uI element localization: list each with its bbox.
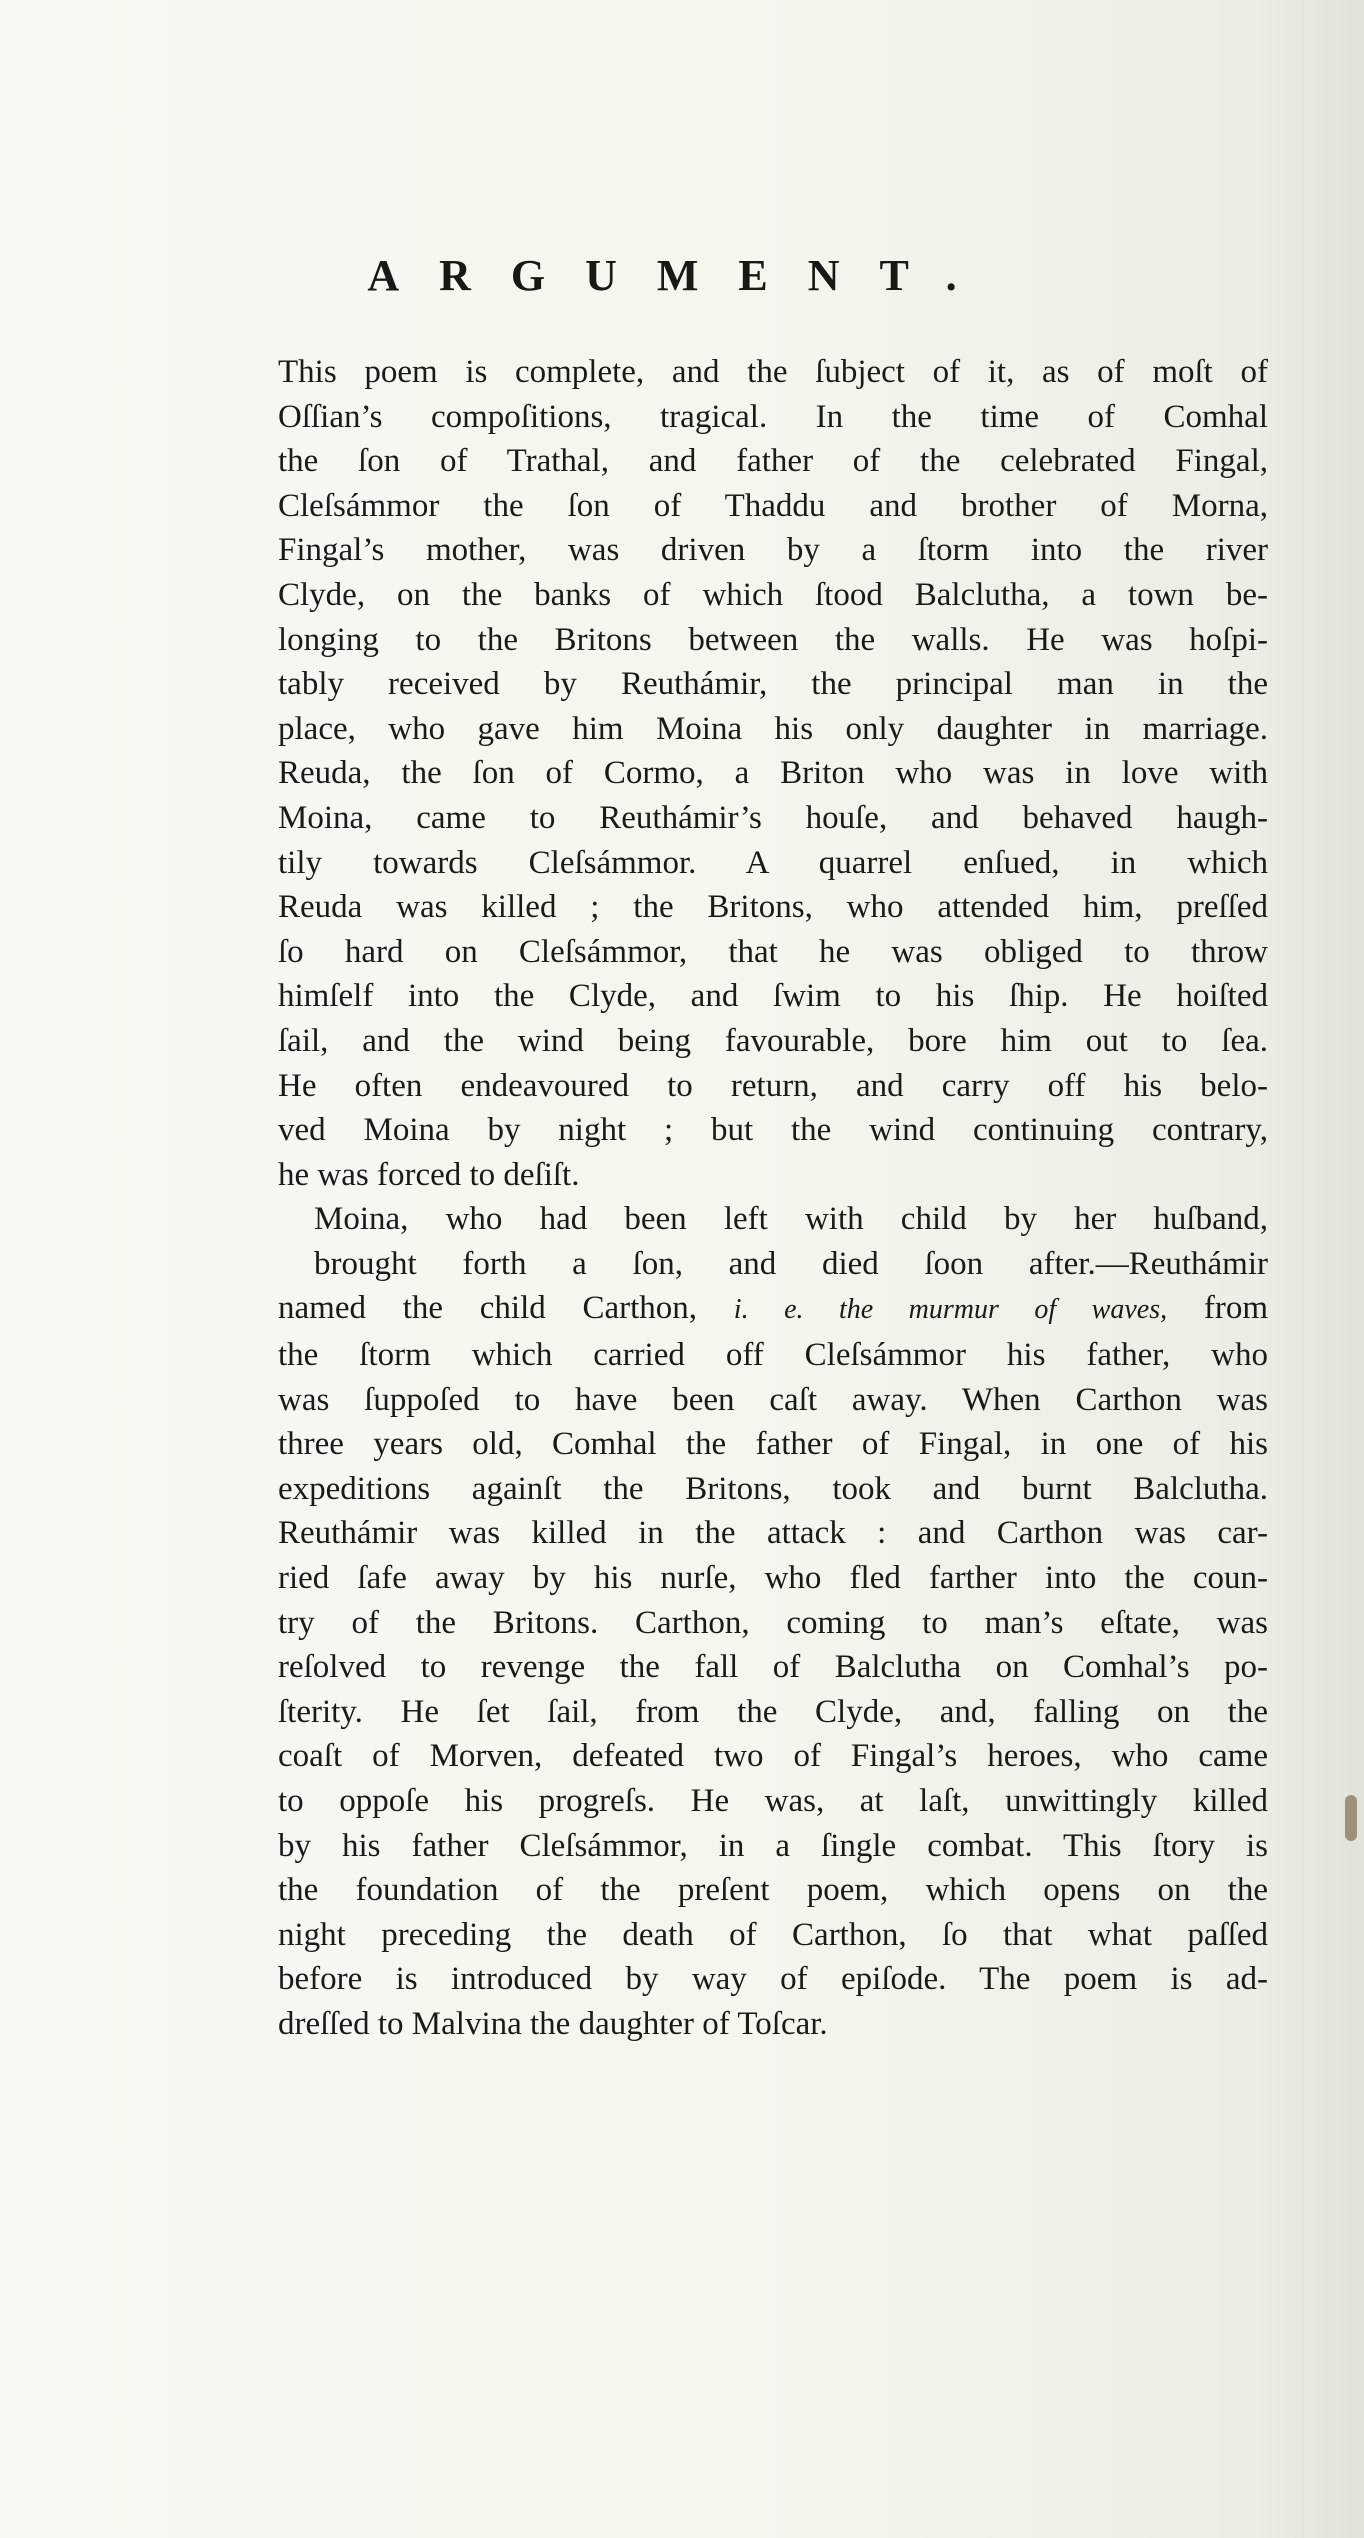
text-line: Moina, who had been left with child by her huſband, <box>314 1201 1268 1238</box>
text-line: try of the Britons. Carthon, coming to man’s eſtate, was <box>278 1604 1268 1641</box>
text-line: expeditions againſt the Britons, took and burnt Balclutha. <box>278 1470 1268 1507</box>
argument-text <box>278 350 1268 2047</box>
text-line: This poem is complete, and the ſubject of it, as of moſt of <box>278 354 1268 390</box>
text-line: Moina, came to Reuthámir’s houſe, and behaved haugh- <box>278 799 1268 836</box>
text-line: was ſuppoſed to have been caſt away. When Carthon was <box>278 1381 1268 1418</box>
text-line: Clyde, on the banks of which ſtood Balclutha, a town be- <box>278 576 1268 613</box>
text-line: to oppoſe his progreſs. He was, at laſt, unwittingly killed <box>278 1783 1268 1819</box>
text-line: the ſon of Trathal, and father of the celebrated Fingal, <box>278 443 1268 480</box>
text-line: Fingal’s mother, was driven by a ſtorm into the river <box>278 532 1268 569</box>
text-line: himſelf into the Clyde, and ſwim to his ſhip. He hoiſted <box>278 978 1268 1015</box>
text-line-with-italic <box>278 1286 1268 1333</box>
text-line: three years old, Comhal the father of Fingal, in one of his <box>278 1426 1268 1463</box>
text-line: place, who gave him Moina his only daughter in marriage. <box>278 710 1268 747</box>
text-line: Reuda, the ſon of Cormo, a Briton who was in love with <box>278 755 1268 792</box>
text-line: ſterity. He ſet ſail, from the Clyde, and, falling on the <box>278 1693 1268 1730</box>
text-line: he was forced to deſiſt. <box>278 1156 580 1193</box>
text-line: ſo hard on Cleſsámmor, that he was obliged to throw <box>278 933 1268 970</box>
text-line: Reuda was killed ; the Britons, who attended him, preſſed <box>278 889 1268 926</box>
text-line: He often endeavoured to return, and carry off his belo- <box>278 1067 1268 1104</box>
text-line: the ſtorm which carried off Cleſsámmor his father, who <box>278 1337 1268 1374</box>
text-line-end: from <box>1167 1290 1268 1327</box>
text-line: brought forth a ſon, and died ſoon after.—Reuthámir <box>314 1245 1268 1282</box>
text-line: longing to the Britons between the walls. He was hoſpi- <box>278 621 1268 658</box>
text-line: by his father Cleſsámmor, in a ſingle combat. This ſtory is <box>278 1827 1268 1864</box>
text-line: ſail, and the wind being favourable, bore him out to ſea. <box>278 1022 1268 1059</box>
text-line: dreſſed to Malvina the daughter of Toſcar. <box>278 2005 828 2042</box>
paper-stain <box>1345 1795 1357 1841</box>
text-line: ved Moina by night ; but the wind continuing contrary, <box>278 1112 1268 1149</box>
paragraph-1 <box>278 350 1268 1197</box>
text-line: tily towards Cleſsámmor. A quarrel enſued, in which <box>278 844 1268 881</box>
text-line-start: named the child Carthon, <box>278 1290 734 1327</box>
text-line: night preceding the death of Carthon, ſo that what paſſed <box>278 1916 1268 1953</box>
text-line: Cleſsámmor the ſon of Thaddu and brother of Morna, <box>278 487 1268 524</box>
text-line: before is introduced by way of epiſode. The poem is ad- <box>278 1961 1268 1998</box>
italic-phrase: i. e. the murmur of waves, <box>733 1294 1168 1326</box>
text-line: Oſſian’s compoſitions, tragical. In the time of Comhal <box>278 398 1268 435</box>
text-line: the foundation of the preſent poem, which opens on the <box>278 1872 1268 1909</box>
text-line: tably received by Reuthámir, the principal man in the <box>278 666 1268 703</box>
text-line: reſolved to revenge the fall of Balclutha on Comhal’s po- <box>278 1649 1268 1686</box>
text-line: ried ſafe away by his nurſe, who fled farther into the coun- <box>278 1560 1268 1597</box>
paragraph-2 <box>278 1197 1268 2046</box>
text-line: coaſt of Morven, defeated two of Fingal’s heroes, who came <box>278 1738 1268 1775</box>
page-heading: ARGUMENT. <box>367 251 997 300</box>
text-line: Reuthámir was killed in the attack : and Carthon was car- <box>278 1515 1268 1552</box>
